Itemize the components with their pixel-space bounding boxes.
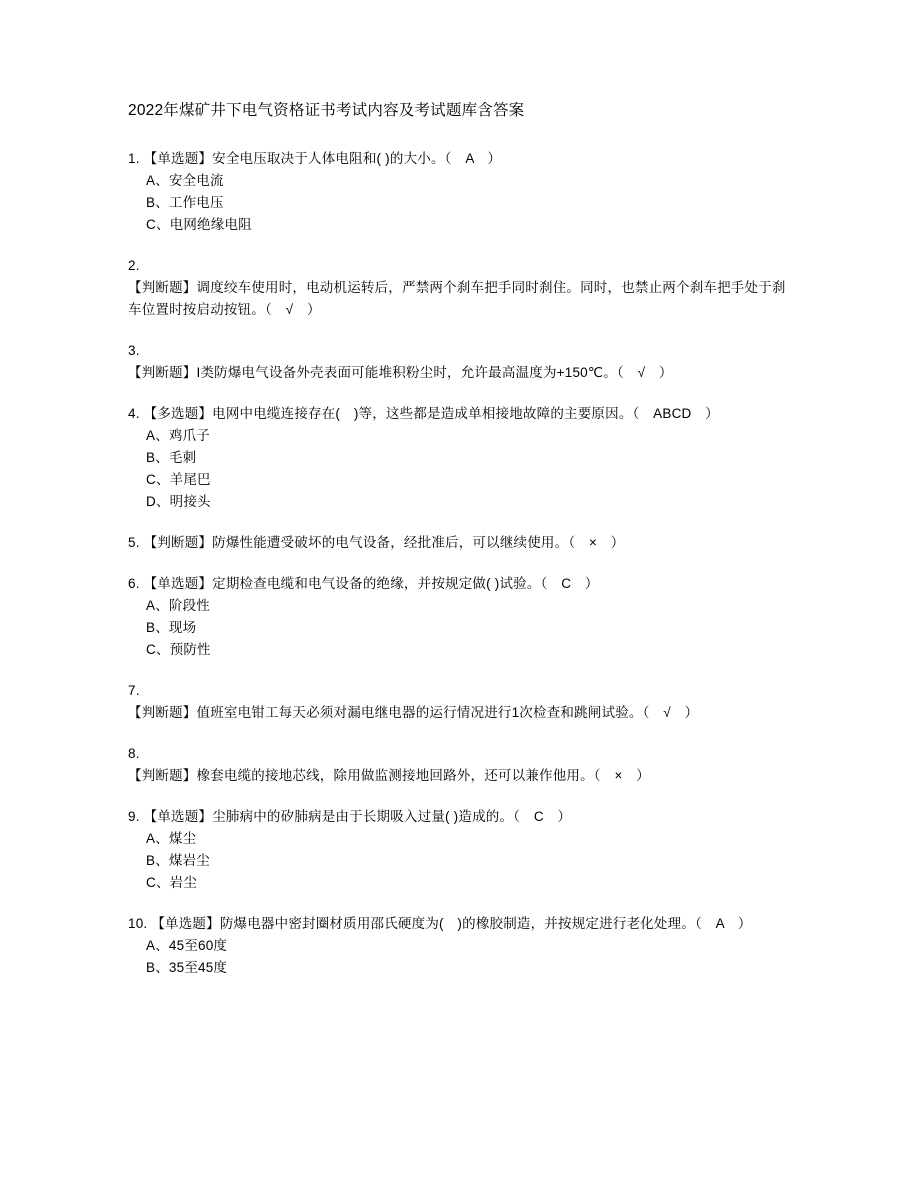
- option-item: B、煤岩尘: [146, 853, 211, 868]
- question-number: 8.: [128, 746, 140, 761]
- question-block: [128, 573, 792, 661]
- option-item: A、鸡爪子: [146, 428, 211, 443]
- option-item: C、预防性: [146, 642, 211, 657]
- option-item: A、45至60度: [146, 938, 228, 953]
- question-number: 10.: [128, 916, 148, 931]
- option-item: B、现场: [146, 620, 197, 635]
- question-stem: 【单选题】安全电压取决于人体电阻和( )的大小。（ A ）: [143, 151, 502, 166]
- question-block: [128, 532, 792, 554]
- question-block: [128, 743, 792, 787]
- question-block: [128, 680, 792, 724]
- question-number: 5.: [128, 535, 140, 550]
- question-block: [128, 913, 792, 979]
- question-number: 2.: [128, 258, 140, 273]
- option-item: C、羊尾巴: [146, 472, 211, 487]
- question-block: [128, 806, 792, 894]
- question-stem: 【判断题】调度绞车使用时，电动机运转后，严禁两个刹车把手同时刹住。同时，也禁止两个刹车把手处于刹车位置时按启动按钮。（ √ ）: [128, 280, 786, 317]
- question-number: 6.: [128, 576, 140, 591]
- option-item: B、毛刺: [146, 450, 197, 465]
- question-number: 7.: [128, 683, 140, 698]
- option-item: A、阶段性: [146, 598, 211, 613]
- option-item: D、明接头: [146, 494, 211, 509]
- question-stem: 【判断题】防爆性能遭受破坏的电气设备，经批准后，可以继续使用。（ × ）: [143, 535, 625, 550]
- option-item: C、岩尘: [146, 875, 198, 890]
- question-stem: 【判断题】橡套电缆的接地芯线，除用做监测接地回路外，还可以兼作他用。（ × ）: [128, 768, 650, 783]
- question-line: [128, 148, 792, 170]
- question-block: [128, 255, 792, 321]
- question-block: [128, 340, 792, 384]
- question-stem: 【判断题】I类防爆电气设备外壳表面可能堆积粉尘时，允许最高温度为+150℃。（ √ ）: [128, 365, 673, 380]
- question-line: [128, 573, 792, 595]
- question-number: 1.: [128, 151, 140, 166]
- question-number: 4.: [128, 406, 140, 421]
- question-number: 9.: [128, 809, 140, 824]
- question-line: [128, 403, 792, 425]
- question-stem: 【单选题】定期检查电缆和电气设备的绝缘，并按规定做( )试验。（ C ）: [143, 576, 599, 591]
- option-item: C、电网绝缘电阻: [146, 217, 252, 232]
- question-line: [128, 532, 792, 554]
- question-number: 3.: [128, 343, 140, 358]
- question-block: [128, 148, 792, 236]
- question-stem: 【判断题】值班室电钳工每天必须对漏电继电器的运行情况进行1次检查和跳闸试验。（ √ ）: [128, 705, 699, 720]
- question-stem: 【单选题】尘肺病中的矽肺病是由于长期吸入过量( )造成的。（ C ）: [143, 809, 572, 824]
- question-line: [128, 913, 792, 935]
- option-item: B、工作电压: [146, 195, 224, 210]
- question-line: [128, 806, 792, 828]
- question-stem: 【单选题】防爆电器中密封圈材质用邵氏硬度为( )的橡胶制造，并按规定进行老化处理。（ A ）: [151, 916, 752, 931]
- option-item: A、煤尘: [146, 831, 197, 846]
- option-item: B、35至45度: [146, 960, 228, 975]
- option-item: A、安全电流: [146, 173, 224, 188]
- page-title: 2022年煤矿井下电气资格证书考试内容及考试题库含答案: [128, 102, 525, 119]
- question-block: [128, 403, 792, 513]
- question-stem: 【多选题】电网中电缆连接存在( )等，这些都是造成单相接地故障的主要原因。（ ABCD ）: [143, 406, 719, 421]
